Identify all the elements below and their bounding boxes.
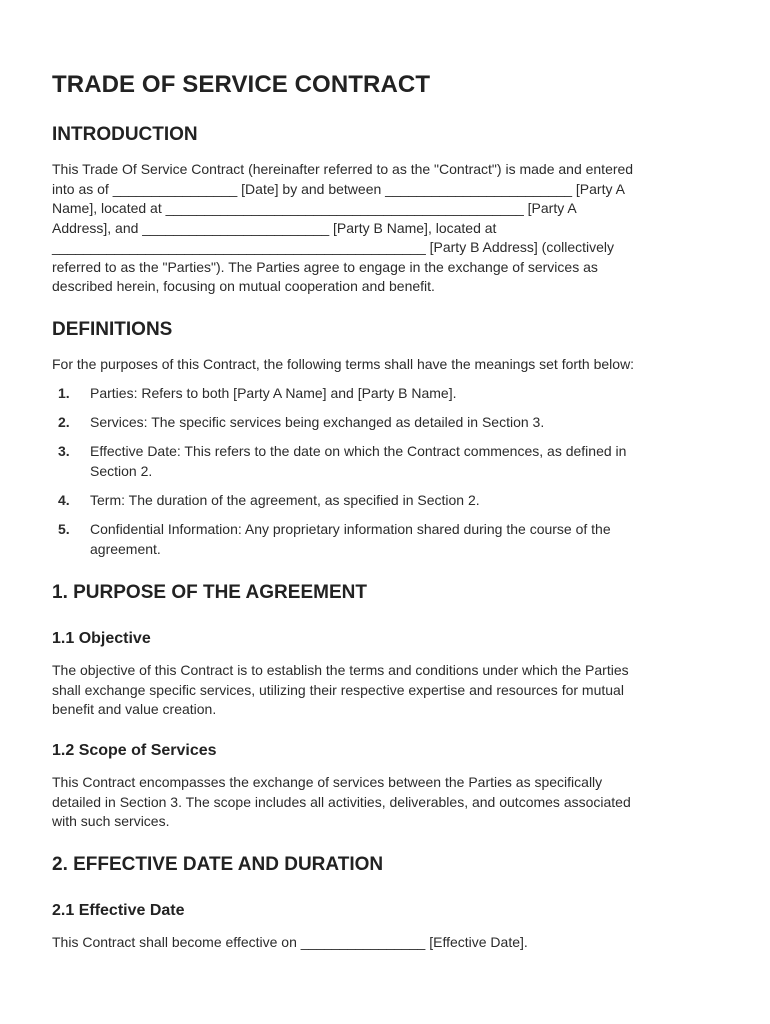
- text-line: Effective Date: This refers to the date on which the Contract commences, as defined in: [90, 443, 627, 459]
- list-item-text: [90, 384, 457, 404]
- text-line: Name], located at ______________________________________________ [Party A: [52, 200, 577, 216]
- introduction-paragraph: [52, 160, 633, 297]
- text-line: Services: The specific services being exchanged as detailed in Section 3.: [90, 414, 545, 430]
- subsection-1-2-heading: 1.2 Scope of Services: [52, 742, 217, 759]
- definitions-intro: For the purposes of this Contract, the following terms shall have the meanings set forth below:: [52, 356, 635, 372]
- subsection-1-1-heading: 1.1 Objective: [52, 630, 151, 647]
- introduction-heading: INTRODUCTION: [52, 124, 198, 145]
- list-item-number: 1.: [58, 385, 70, 401]
- text-line: Section 2.: [90, 462, 153, 479]
- text-line: referred to as the "Parties"). The Parties agree to engage in the exchange of services as: [52, 258, 598, 275]
- list-item-number: 5.: [58, 521, 70, 537]
- document-title: TRADE OF SERVICE CONTRACT: [52, 71, 431, 98]
- text-line: This Contract shall become effective on ________________ [Effective Date].: [52, 934, 528, 950]
- text-line: Confidential Information: Any proprietary information shared during the course of the: [90, 521, 611, 537]
- text-line: This Trade Of Service Contract (hereinafter referred to as the "Contract") is made and entered: [52, 161, 634, 177]
- text-line: This Contract encompasses the exchange of services between the Parties as specifically: [52, 774, 603, 790]
- text-line: into as of ________________ [Date] by and between ________________________ [Party A: [52, 180, 625, 197]
- text-line: Parties: Refers to both [Party A Name] and [Party B Name].: [90, 385, 457, 401]
- text-line: with such services.: [52, 813, 170, 829]
- section-2-heading: 2. EFFECTIVE DATE AND DURATION: [52, 854, 384, 875]
- subsection-1-2-paragraph: [52, 773, 631, 832]
- list-item-number: 3.: [58, 443, 70, 459]
- definitions-heading: DEFINITIONS: [52, 319, 173, 340]
- list-item-text: [90, 491, 480, 511]
- subsection-2-1-paragraph: [52, 933, 528, 953]
- text-line: The objective of this Contract is to establish the terms and conditions under which the Parties: [52, 662, 629, 678]
- list-item-number: 2.: [58, 414, 70, 430]
- text-line: benefit and value creation.: [52, 701, 217, 717]
- list-item-text: [90, 413, 544, 433]
- subsection-2-1-heading: 2.1 Effective Date: [52, 902, 185, 919]
- text-line: agreement.: [90, 540, 161, 557]
- text-line: ________________________________________________ [Party B Address] (collectively: [52, 239, 615, 255]
- list-item-number: 4.: [58, 492, 70, 508]
- text-line: Address], and ________________________ [Party B Name], located at: [52, 219, 497, 236]
- subsection-1-1-paragraph: [52, 661, 629, 720]
- section-1-heading: 1. PURPOSE OF THE AGREEMENT: [52, 582, 367, 603]
- list-item-text: [90, 442, 626, 481]
- text-line: detailed in Section 3. The scope includes all activities, deliverables, and outcomes associated: [52, 793, 631, 810]
- text-line: Term: The duration of the agreement, as specified in Section 2.: [90, 492, 480, 508]
- text-line: shall exchange specific services, utilizing their respective expertise and resources for mutual: [52, 681, 624, 698]
- list-item-text: [90, 520, 611, 559]
- text-line: described herein, focusing on mutual cooperation and benefit.: [52, 278, 435, 294]
